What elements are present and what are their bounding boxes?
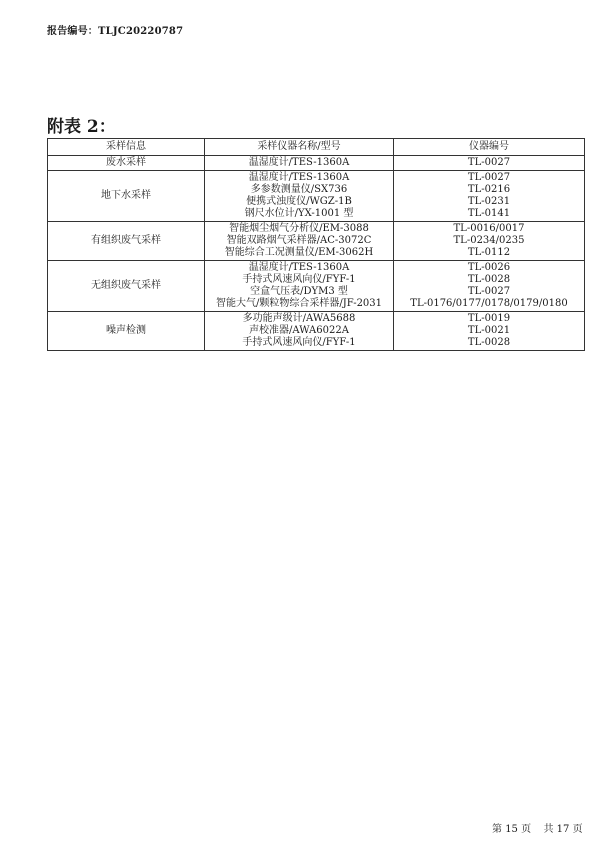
instrument-id-cell [394,222,585,261]
instrument-id-cell [394,261,585,312]
instrument-id-cell [394,312,585,351]
instrument-id: TL-0028 [467,274,511,285]
instrument-name: 钢尺水位计/YX-1001 型 [244,208,354,219]
instrument-id: TL-0234/0235 [453,235,525,246]
instrument-name: 温湿度计/TES-1360A [248,262,350,273]
instrument-id: TL-0027 [467,172,511,183]
instrument-name: 多参数测量仪/SX736 [250,184,348,195]
total-word: 共 [543,824,554,835]
instrument-id: TL-0231 [467,196,511,207]
total-pages: 17 [556,824,570,835]
total-unit: 页 [572,824,583,835]
instrument-id: TL-0216 [467,184,511,195]
instrument-name: 智能烟尘烟气分析仪/EM-3088 [229,223,369,234]
instrument-list-cell [205,222,394,261]
header-instrument-id: 仪器编号 [394,139,585,156]
instrument-list-cell [205,312,394,351]
instrument-name: 手持式风速风向仪/FYF-1 [242,337,356,348]
instrument-id: TL-0141 [467,208,511,219]
instrument-id-cell [394,171,585,222]
sampling-category-cell: 有组织废气采样 [48,222,205,261]
instrument-id: TL-0026 [467,262,511,273]
header-instrument-name-model: 采样仪器名称/型号 [205,139,394,156]
instrument-name: 多功能声级计/AWA5688 [242,313,356,324]
sampling-category-cell: 无组织废气采样 [48,261,205,312]
instrument-id: TL-0027 [467,157,511,168]
appendix-title: 附表 2： [47,117,116,137]
instrument-list-cell [205,171,394,222]
instrument-id: TL-0176/0177/0178/0179/0180 [410,298,568,309]
instrument-id-cell [394,156,585,171]
instrument-name: 温湿度计/TES-1360A [248,172,350,183]
instrument-name: 空盒气压表/DYM3 型 [250,286,348,297]
instrument-list-cell [205,261,394,312]
instrument-name: 温湿度计/TES-1360A [248,157,350,168]
page-word: 第 [492,824,502,835]
sampling-instrument-table [47,138,585,351]
instrument-name: 手持式风速风向仪/FYF-1 [242,274,356,285]
sampling-category-cell: 废水采样 [48,156,205,171]
instrument-id: TL-0028 [467,337,511,348]
instrument-id: TL-0027 [467,286,511,297]
instrument-id: TL-0112 [467,247,511,258]
instrument-id: TL-0016/0017 [453,223,525,234]
instrument-id: TL-0021 [467,325,511,336]
header-sampling-info: 采样信息 [48,139,205,156]
instrument-name: 智能综合工况测量仪/EM-3062H [224,247,374,258]
table-row [48,261,585,312]
instrument-name: 智能大气/颗粒物综合采样器/JF-2031 [215,298,383,309]
page-unit: 页 [521,824,532,835]
instrument-name: 声校准器/AWA6022A [249,325,349,336]
table-body [48,156,585,351]
page-footer [492,820,583,835]
table-row [48,222,585,261]
table-row [48,156,585,171]
sampling-category-cell: 地下水采样 [48,171,205,222]
table-row [48,171,585,222]
instrument-list-cell [205,156,394,171]
report-number: 报告编号：TLJC20220787 [47,26,184,37]
instrument-id: TL-0019 [467,313,511,324]
instrument-name: 便携式浊度仪/WGZ-1B [246,196,352,207]
sampling-category-cell: 噪声检测 [48,312,205,351]
table-header-row [48,139,585,156]
page-number: 15 [505,824,518,835]
table-row [48,312,585,351]
instrument-name: 智能双路烟气采样器/AC-3072C [226,235,372,246]
